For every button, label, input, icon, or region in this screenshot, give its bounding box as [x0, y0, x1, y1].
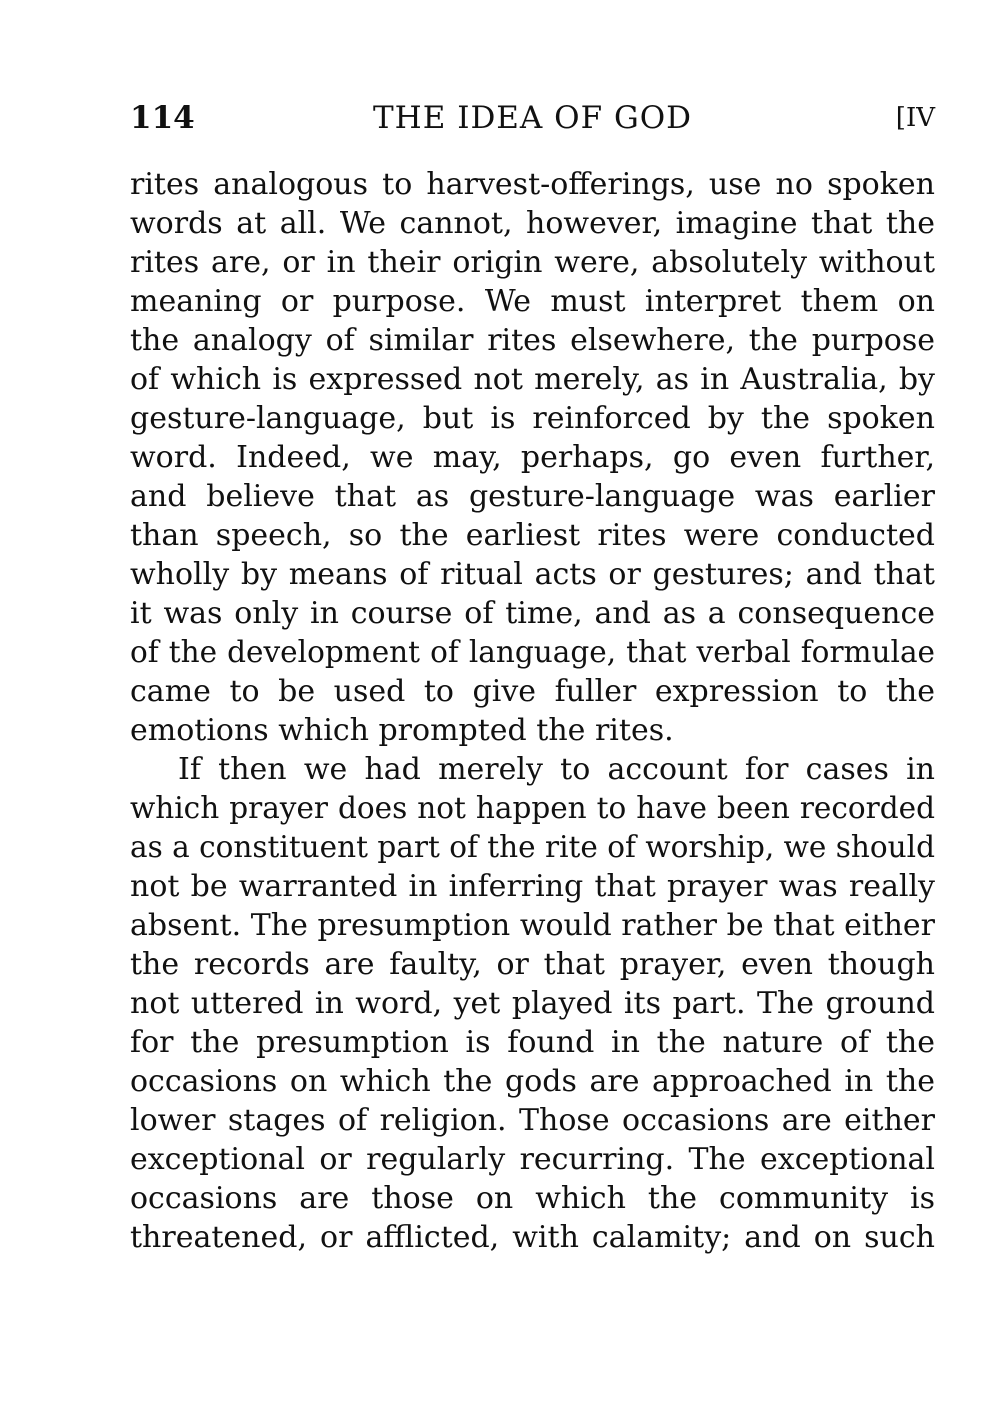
text-line: of which is expressed not merely, as in Australia, by [130, 362, 935, 397]
text-line: of the development of language, that verbal formulae [130, 635, 935, 669]
running-title: THE IDEA OF GOD [373, 100, 692, 136]
text-line: gesture-language, but is reinforced by the spoken [130, 401, 935, 436]
text-line: occasions are those on which the community is [130, 1181, 935, 1216]
text-line: occasions on which the gods are approached in the [130, 1064, 935, 1099]
text-line: If then we had merely to account for cases in [178, 752, 935, 787]
chapter-mark: [IV [895, 103, 935, 133]
text-line: wholly by means of ritual acts or gestures; and that [130, 557, 935, 592]
text-line: which prayer does not happen to have been recorded [130, 791, 935, 825]
text-line: absent. The presumption would rather be that either [130, 908, 935, 943]
text-line: the records are faulty, or that prayer, even though [130, 947, 935, 982]
text-line: rites analogous to harvest-offerings, use no spoken [130, 167, 935, 202]
text-line: words at all. We cannot, however, imagine that the [130, 206, 935, 241]
text-line: word. Indeed, we may, perhaps, go even further, [130, 440, 935, 475]
text-line: came to be used to give fuller expression to the [130, 674, 935, 709]
text-line: it was only in course of time, and as a consequence [130, 596, 935, 631]
text-line: than speech, so the earliest rites were conducted [130, 518, 935, 553]
text-line: meaning or purpose. We must interpret them on [130, 284, 935, 319]
page-header [130, 96, 935, 140]
text-line: the analogy of similar rites elsewhere, the purpose [130, 323, 935, 358]
text-line: exceptional or regularly recurring. The exceptional [130, 1142, 935, 1177]
text-line: not be warranted in inferring that prayer was really [130, 869, 935, 904]
body-text [130, 165, 935, 1257]
paragraph-1 [130, 165, 935, 750]
text-line: rites are, or in their origin were, absolutely without [130, 245, 935, 280]
text-line: for the presumption is found in the nature of the [130, 1025, 935, 1060]
text-line: emotions which prompted the rites. [130, 713, 674, 748]
text-line: and believe that as gesture-language was earlier [130, 479, 935, 514]
text-line: threatened, or afflicted, with calamity; and on such [130, 1220, 935, 1255]
text-line: as a constituent part of the rite of worship, we should [130, 830, 935, 864]
text-line: not uttered in word, yet played its part. The ground [130, 986, 935, 1021]
paragraph-2 [130, 750, 935, 1257]
page-number: 114 [130, 100, 195, 136]
text-line: lower stages of religion. Those occasions are either [130, 1103, 935, 1138]
